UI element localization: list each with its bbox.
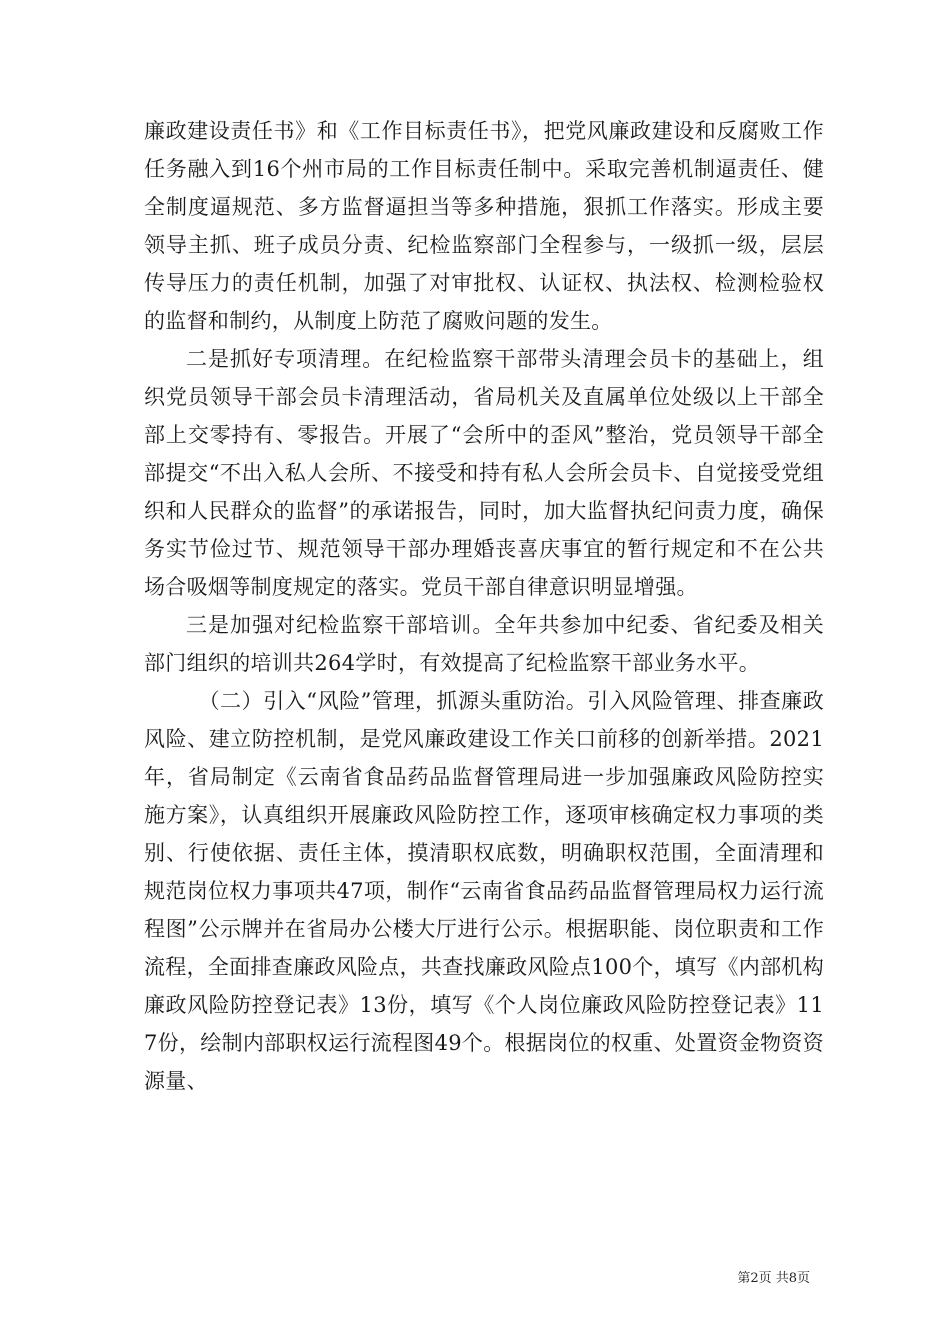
paragraph-training: 三是加强对纪检监察干部培训。全年共参加中纪委、省纪委及相关部门组织的培训共264学时，有效提高了纪检监察干部业务水平。: [144, 613, 824, 675]
paragraph-risk-management: （二）引入“风险”管理，抓源头重防治。引入风险管理、排查廉政风险、建立防控机制，是党风廉政建设工作关口前移的创新举措。2021年，省局制定《云南省食品药品监督管理局进一步加强廉政风险防控实施方案》，认真组织开展廉政风险防控工作，逐项审核确定权力事项的类别、行使依据、责任主体，摸清职权底数，明确职权范围，全面清理和规范岗位权力事项共47项，制作“云南省食品药品监督管理局权力运行流程图”公示牌并在省局办公楼大厅进行公示。根据职能、岗位职责和工作流程，全面排查廉政风险点，共查找廉政风险点100个，填写《内部机构廉政风险防控登记表》13份，填写《个人岗位廉政风险防控登记表》117份，绘制内部职权运行流程图49个。根据岗位的权重、处置资金物资资源量、: [144, 689, 824, 1093]
paragraph-special-cleanup: 二是抓好专项清理。在纪检监察干部带头清理会员卡的基础上，组织党员领导干部会员卡清理活动，省局机关及直属单位处级以上干部全部上交零持有、零报告。开展了“会所中的歪风”整治，党员领导干部全部提交“不出入私人会所、不接受和持有私人会所会员卡、自觉接受党组织和人民群众的监督”的承诺报告，同时，加大监督执纪问责力度，确保务实节俭过节、规范领导干部办理婚丧喜庆事宜的暂行规定和不在公共场合吸烟等制度规定的落实。党员干部自律意识明显增强。: [144, 347, 824, 599]
page-number: 第2页 共8页: [737, 1271, 810, 1286]
paragraph-continuation: 廉政建设责任书》和《工作目标责任书》，把党风廉政建设和反腐败工作任务融入到16个州市局的工作目标责任制中。采取完善机制逼责任、健全制度逼规范、多方监督逼担当等多种措施，狠抓工作落实。形成主要领导主抓、班子成员分责、纪检监察部门全程参与，一级抓一级，层层传导压力的责任机制，加强了对审批权、认证权、执法权、检测检验权的监督和制约，从制度上防范了腐败问题的发生。: [144, 119, 824, 333]
document-body: [144, 112, 824, 1100]
